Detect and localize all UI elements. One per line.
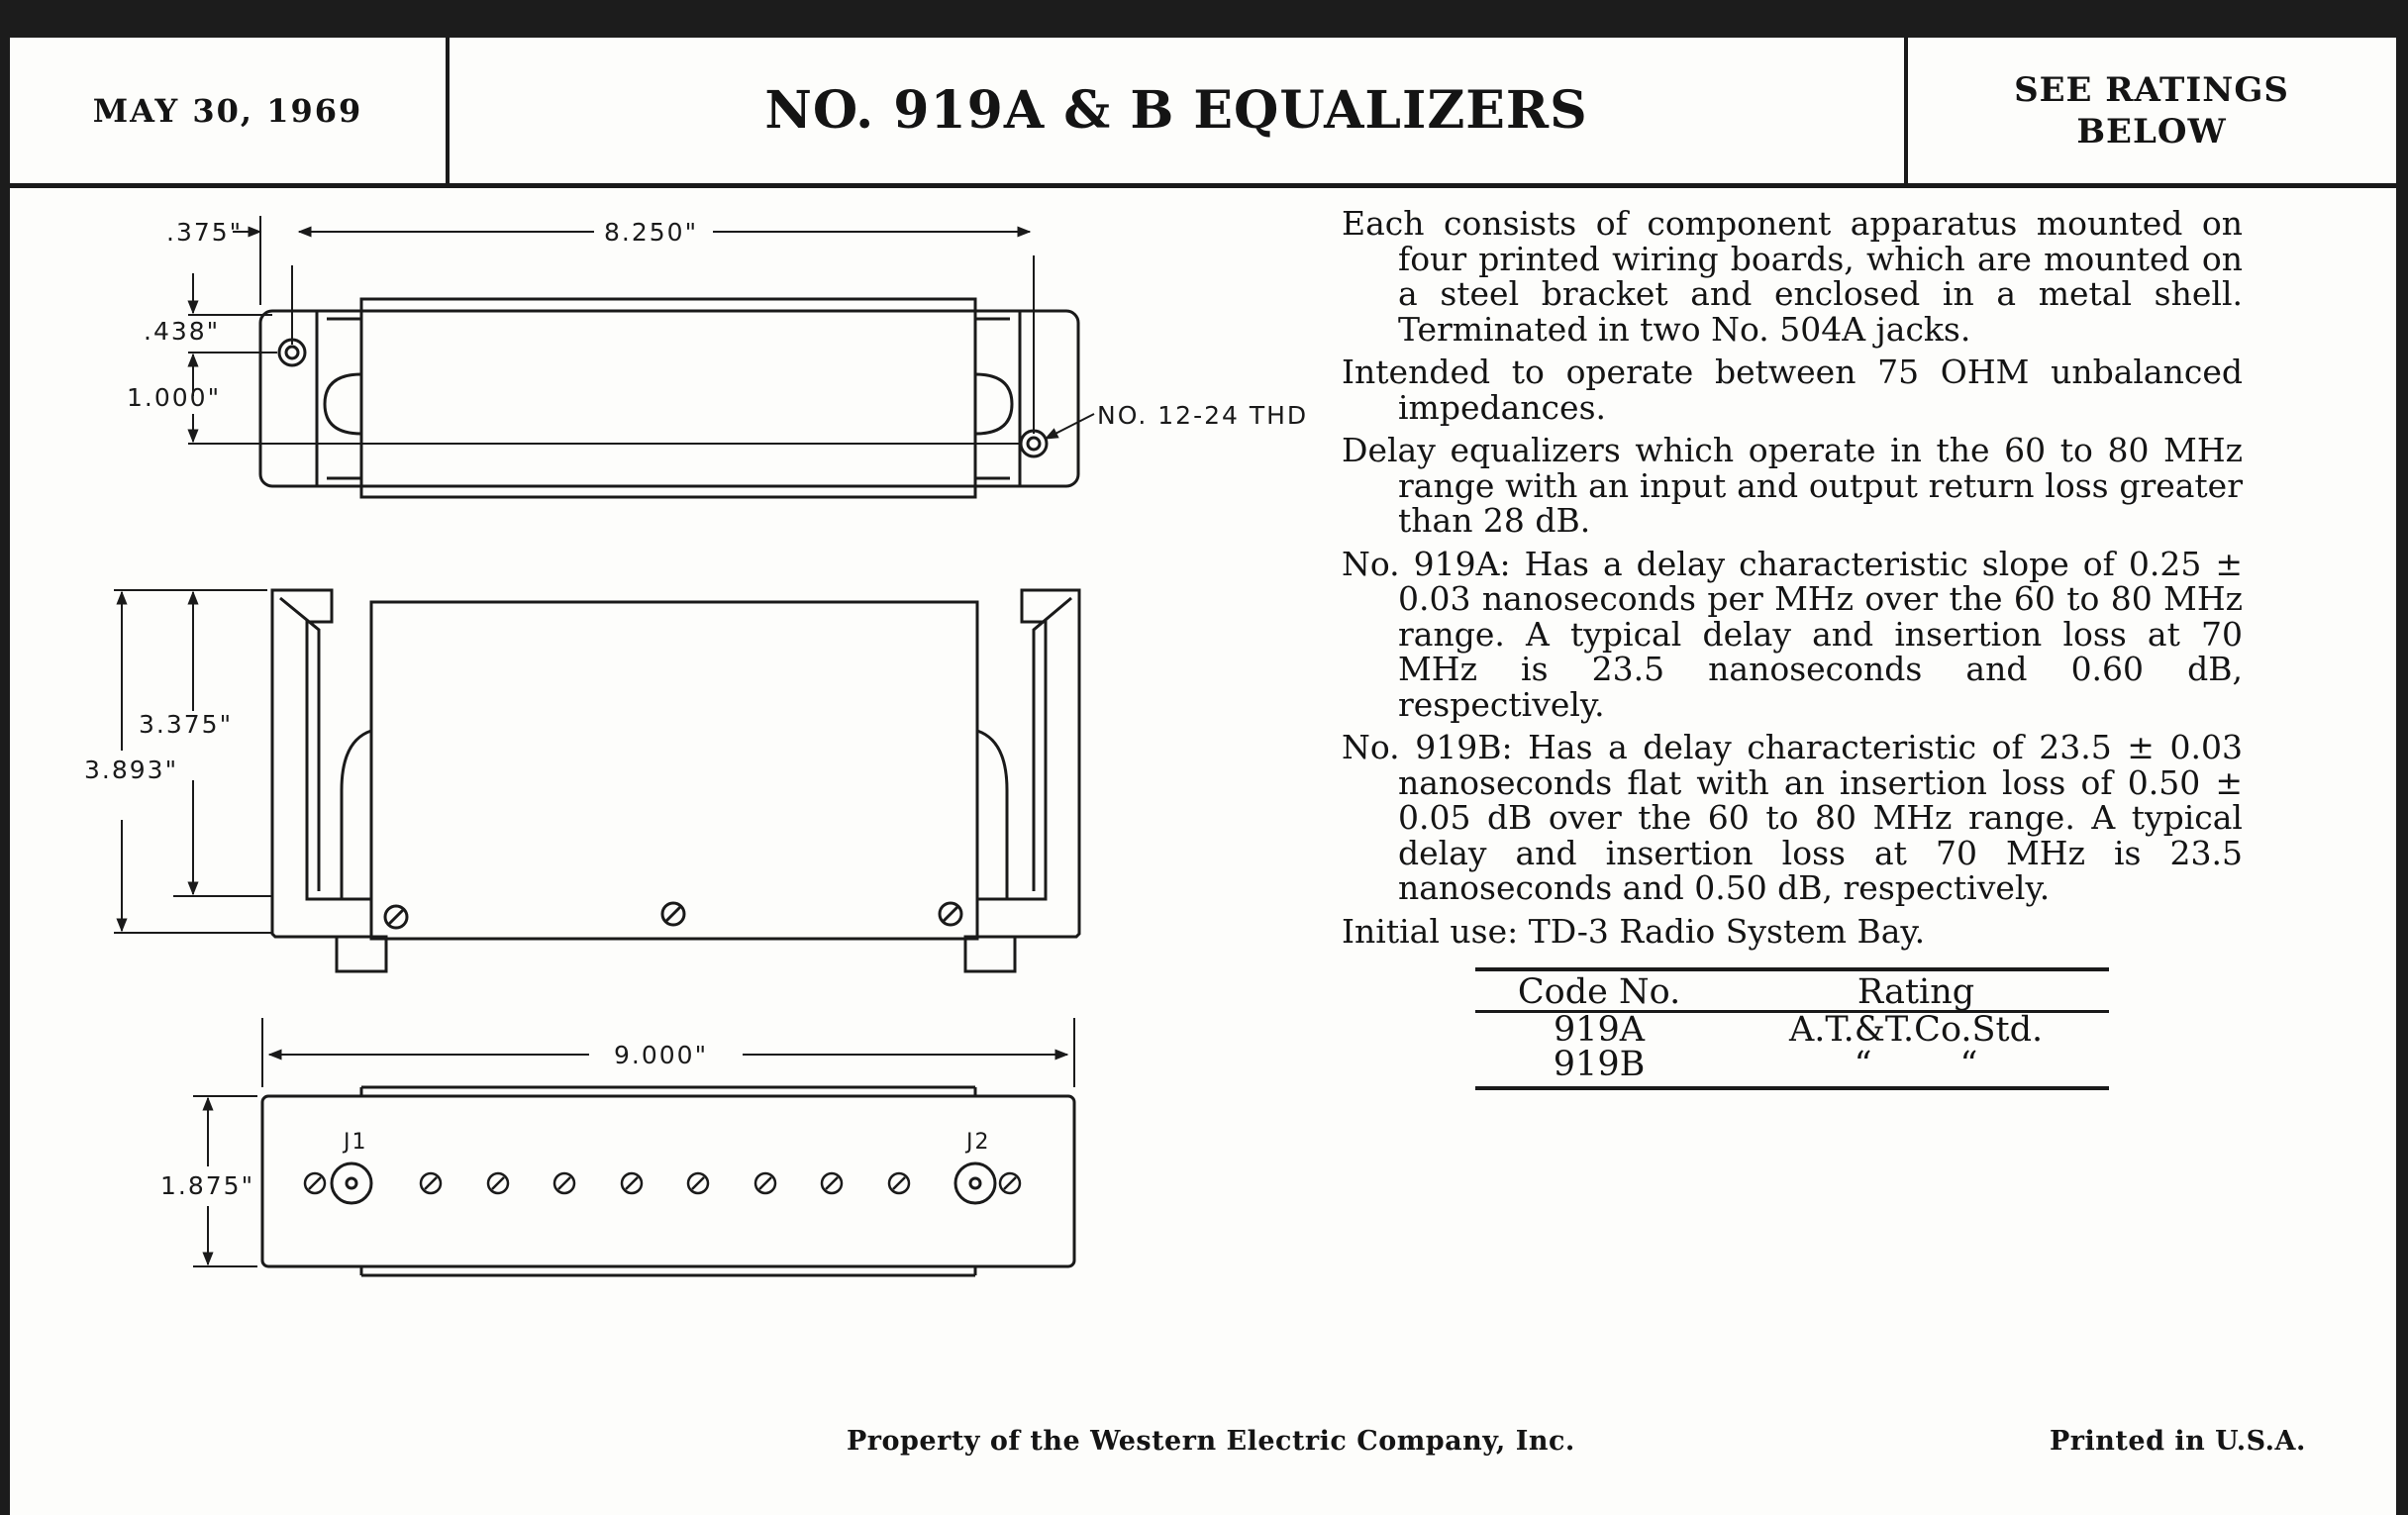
- description-paragraph: Delay equalizers which operate in the 60 to 80 MHz range with an input and output return loss greater than 28 dB.: [1342, 431, 2243, 540]
- screw-slot: [1004, 1177, 1016, 1189]
- page-title: NO. 919A & B EQUALIZERS: [764, 80, 1588, 141]
- mounting-hole-icon: [1021, 431, 1047, 456]
- ratings-table: [1475, 967, 2109, 1090]
- dim-3375-label: 3.375": [139, 710, 234, 739]
- dim-3893-label: 3.893": [84, 756, 179, 784]
- description-paragraph: Intended to operate between 75 OHM unbalanced impedances.: [1342, 353, 2243, 427]
- ratings-note-line1: SEE RATINGS: [2014, 69, 2289, 110]
- mechanical-drawings: [10, 38, 1337, 1325]
- table-row: [1475, 1012, 2109, 1049]
- code-cell: 919B: [1475, 1048, 1723, 1088]
- description-paragraph: No. 919A: Has a delay characteristic slope of 0.25 ± 0.03 nanoseconds per MHz over the 60 to 80 MHz range. A typical delay and insertion loss at 70 MHz is 23.5 nanoseconds and 0.60 dB, respectively.: [1342, 544, 2243, 724]
- rating-cell: A.T.&T.Co.Std.: [1788, 1010, 2044, 1050]
- footer-printed: Printed in U.S.A.: [2050, 1426, 2306, 1457]
- rating-cell: “ “: [1723, 1048, 2109, 1088]
- issue-date: MAY 30, 1969: [92, 91, 363, 130]
- ratings-note-line2: BELOW: [2076, 111, 2227, 152]
- jack-j1-icon: [332, 1163, 371, 1203]
- header-divider: [1904, 38, 1908, 183]
- dim-1000-label: 1.000": [127, 383, 222, 412]
- dim-8250-label: 8.250": [604, 218, 699, 247]
- dim-438-label: .438": [144, 317, 221, 346]
- footer-property: Property of the Western Electric Company, Inc.: [847, 1426, 1575, 1457]
- screw-slot: [893, 1177, 905, 1189]
- screw-row: [305, 1173, 1020, 1193]
- screw-slot: [425, 1177, 437, 1189]
- jack-j2-label: J2: [966, 1130, 991, 1155]
- front-view-drawing: [114, 590, 1079, 971]
- column-header-rating: Rating: [1723, 969, 2109, 1012]
- screw-slot: [626, 1177, 638, 1189]
- description: [1342, 206, 2243, 957]
- description-paragraph: Each consists of component apparatus mounted on four printed wiring boards, which are mounted on a steel bracket and enclosed in a metal shell. Terminated in two No. 504A jacks.: [1342, 204, 2243, 349]
- top-view-drawing: [188, 216, 1094, 497]
- code-cell: 919A: [1554, 1010, 1646, 1050]
- spec-card: [10, 38, 2396, 1515]
- column-header-code: Code No.: [1475, 969, 1723, 1012]
- screw-slot: [558, 1177, 570, 1189]
- jack-j1-label: J1: [344, 1130, 368, 1155]
- thread-label: NO. 12-24 THD: [1097, 401, 1309, 430]
- description-paragraph: Initial use: TD-3 Radio System Bay.: [1342, 911, 1926, 951]
- description-paragraph: No. 919B: Has a delay characteristic of 23.5 ± 0.03 nanoseconds flat with an insertion loss of 0.50 ± 0.05 dB over the 60 to 80 MHz range. A typical delay and insertion loss at 70 MHz is 23.5 nanoseconds and 0.50 dB, respectively.: [1342, 728, 2243, 907]
- dim-9000-label: 9.000": [614, 1041, 709, 1069]
- screw-slot: [826, 1177, 838, 1189]
- table-row: [1475, 1048, 2109, 1088]
- ratings-note: [1909, 38, 2394, 183]
- screw-slot: [692, 1177, 704, 1189]
- screw-slot: [309, 1177, 321, 1189]
- dim-1875-label: 1.875": [160, 1171, 255, 1200]
- screw-slot: [759, 1177, 771, 1189]
- jack-j2-icon: [955, 1163, 995, 1203]
- screw-slot: [492, 1177, 504, 1189]
- dim-375-label: .375": [166, 218, 244, 247]
